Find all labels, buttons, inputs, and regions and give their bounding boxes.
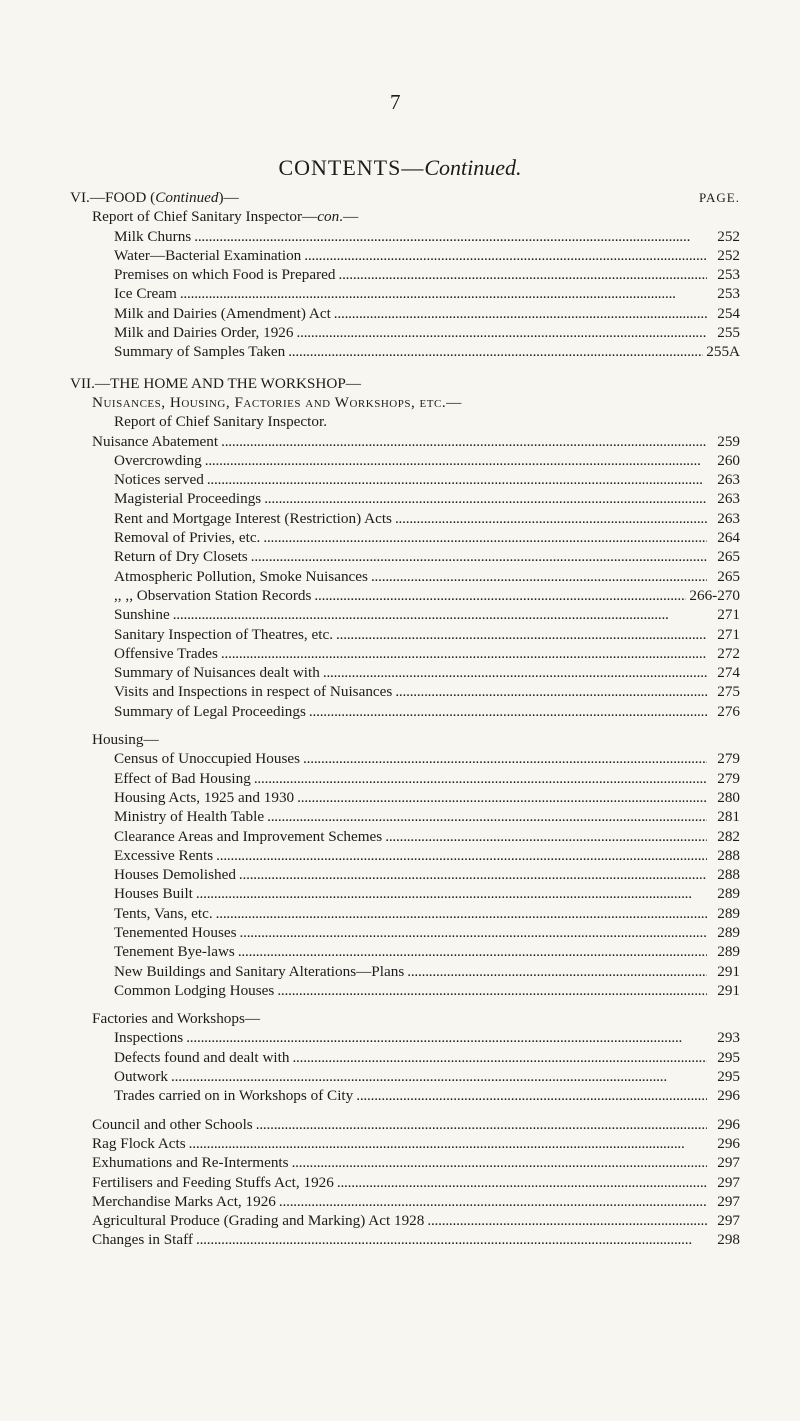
dot-leader — [297, 323, 708, 342]
entry-title: Merchandise Marks Act, 1926 — [92, 1192, 276, 1210]
toc-entry — [70, 1067, 740, 1086]
entry-page-number: 254 — [717, 304, 740, 322]
dot-leader — [264, 489, 707, 508]
entry-page-number: 291 — [717, 981, 740, 999]
dot-leader — [356, 1086, 707, 1105]
section-vii-title: VII.—THE HOME AND THE WORKSHOP— — [70, 374, 361, 392]
entry-title: Ice Cream — [114, 285, 177, 303]
toc-entry — [70, 846, 740, 865]
dot-leader — [292, 1048, 707, 1067]
entry-page-number: 253 — [717, 266, 740, 284]
toc-entry — [70, 625, 740, 644]
toc-entry — [70, 1134, 740, 1153]
entry-title: Milk Churns — [114, 227, 192, 245]
entry-title: Offensive Trades — [114, 644, 218, 662]
entry-title: New Buildings and Sanitary Alterations—Plans — [114, 962, 405, 980]
dot-leader — [189, 1134, 707, 1153]
entry-title: Return of Dry Closets — [114, 548, 248, 566]
dot-leader — [337, 1173, 707, 1192]
page-number: 7 — [390, 90, 401, 114]
entry-title: Tenemented Houses — [114, 923, 237, 941]
toc-entry — [92, 432, 740, 451]
dot-leader — [334, 304, 707, 323]
housing-label: Housing— — [92, 731, 159, 749]
entry-page-number: 259 — [717, 432, 740, 450]
toc-entry — [70, 304, 740, 323]
entry-title: Houses Demolished — [114, 866, 236, 884]
entry-page-number: 280 — [717, 788, 740, 806]
entry-page-number: 266-270 — [689, 586, 740, 604]
entry-page-number: 265 — [717, 548, 740, 566]
entry-page-number: 282 — [717, 827, 740, 845]
dot-leader — [239, 865, 707, 884]
entry-page-number: 291 — [717, 962, 740, 980]
dot-leader — [292, 1153, 707, 1172]
dot-leader — [277, 981, 707, 1000]
dot-leader — [407, 962, 707, 981]
toc-entry — [70, 644, 740, 663]
entry-title: Premises on which Food is Prepared — [114, 266, 336, 284]
toc-entry — [70, 323, 740, 342]
entry-title: Atmospheric Pollution, Smoke Nuisances — [114, 567, 368, 585]
entry-title: Removal of Privies, etc. — [114, 529, 261, 547]
entry-page-number: 297 — [717, 1192, 740, 1210]
page-column-label: PAGE. — [698, 190, 740, 205]
nuisance-items — [70, 451, 740, 721]
entry-title: Excessive Rents — [114, 846, 214, 864]
toc-entry — [70, 567, 740, 586]
entry-page-number: 281 — [717, 808, 740, 826]
dot-leader — [254, 769, 707, 788]
entry-title: Clearance Areas and Improvement Schemes — [114, 827, 383, 845]
dot-leader — [323, 663, 707, 682]
factories-items — [70, 1028, 740, 1105]
dot-leader — [336, 625, 707, 644]
entry-page-number: 295 — [717, 1048, 740, 1066]
factories-label: Factories and Workshops— — [92, 1010, 261, 1028]
entry-title: Sunshine — [114, 606, 170, 624]
toc-entry — [70, 1086, 740, 1105]
entry-page-number: 271 — [717, 625, 740, 643]
entry-page-number: 271 — [717, 606, 740, 624]
entry-page-number: 252 — [717, 246, 740, 264]
title-continued: Continued. — [424, 155, 522, 180]
housing-items — [70, 749, 740, 1000]
toc-entry — [70, 1192, 740, 1211]
section-vii-report-line: Report of Chief Sanitary Inspector. — [114, 413, 327, 431]
dot-leader — [221, 432, 707, 451]
toc-entry — [70, 682, 740, 701]
dot-leader — [251, 547, 707, 566]
entry-title: Ministry of Health Table — [114, 808, 265, 826]
dot-leader — [385, 827, 707, 846]
dot-leader — [194, 227, 707, 246]
entry-title: Milk and Dairies Order, 1926 — [114, 324, 294, 342]
toc-entry — [70, 807, 740, 826]
dot-leader — [186, 1028, 707, 1047]
toc-entry — [70, 342, 740, 361]
toc-entry — [70, 509, 740, 528]
dot-leader — [371, 567, 707, 586]
toc-entry — [70, 827, 740, 846]
entry-title: Tenement Bye-laws — [114, 943, 235, 961]
entry-page-number: 297 — [717, 1212, 740, 1230]
entry-page-number: 297 — [717, 1173, 740, 1191]
dot-leader — [196, 1230, 707, 1249]
toc-entry — [70, 962, 740, 981]
toc-entry — [70, 605, 740, 624]
dot-leader — [238, 942, 707, 961]
entry-title: Overcrowding — [114, 451, 202, 469]
nuisance-abatement-row — [70, 432, 740, 451]
entry-title: Visits and Inspections in respect of Nuisances — [114, 683, 393, 701]
dot-leader — [288, 342, 703, 361]
toc-entry — [70, 788, 740, 807]
dot-leader — [314, 586, 686, 605]
toc-entry — [70, 904, 740, 923]
dot-leader — [207, 470, 707, 489]
dot-leader — [196, 884, 707, 903]
entry-title: Defects found and dealt with — [114, 1048, 290, 1066]
entry-title: Nuisance Abatement — [92, 432, 219, 450]
entry-page-number: 275 — [717, 683, 740, 701]
dot-leader — [395, 682, 707, 701]
entry-title: Agricultural Produce (Grading and Marking) Act 1928 — [92, 1212, 425, 1230]
entry-title: Rag Flock Acts — [92, 1134, 186, 1152]
entry-page-number: 295 — [717, 1068, 740, 1086]
toc-entry — [70, 865, 740, 884]
dot-leader — [297, 788, 707, 807]
table-of-contents — [70, 188, 740, 1250]
entry-page-number: 293 — [717, 1029, 740, 1047]
toc-entry — [70, 470, 740, 489]
entry-title: Exhumations and Re-Interments — [92, 1154, 289, 1172]
entry-page-number: 263 — [717, 509, 740, 527]
dot-leader — [256, 1115, 707, 1134]
toc-entry — [70, 884, 740, 903]
entry-title: Summary of Legal Proceedings — [114, 702, 306, 720]
toc-entry — [70, 923, 740, 942]
entry-page-number: 289 — [717, 943, 740, 961]
toc-entry — [70, 1048, 740, 1067]
entry-page-number: 255A — [706, 343, 740, 361]
toc-entry — [70, 1173, 740, 1192]
toc-entry — [70, 451, 740, 470]
entry-page-number: 274 — [717, 664, 740, 682]
toc-entry — [70, 769, 740, 788]
entry-page-number: 263 — [717, 471, 740, 489]
entry-page-number: 289 — [717, 904, 740, 922]
entry-page-number: 289 — [717, 923, 740, 941]
entry-page-number: 279 — [717, 750, 740, 768]
entry-title: Milk and Dairies (Amendment) Act — [114, 304, 331, 322]
toc-entry — [70, 749, 740, 768]
dot-leader — [171, 1067, 707, 1086]
entry-page-number: 253 — [717, 285, 740, 303]
entry-page-number: 265 — [717, 567, 740, 585]
entry-title: Sanitary Inspection of Theatres, etc. — [114, 625, 334, 643]
dot-leader — [216, 846, 707, 865]
entry-title: Summary of Samples Taken — [114, 343, 286, 361]
entry-page-number: 255 — [717, 324, 740, 342]
dot-leader — [395, 509, 707, 528]
title-main: CONTENTS — [278, 155, 402, 180]
toc-entry — [70, 547, 740, 566]
entry-page-number: 296 — [717, 1134, 740, 1152]
section-vi-report-line: Report of Chief Sanitary Inspector—con.— — [92, 208, 359, 226]
toc-entry — [70, 489, 740, 508]
entry-title: Inspections — [114, 1029, 184, 1047]
entry-page-number: 296 — [717, 1115, 740, 1133]
entry-title: Magisterial Proceedings — [114, 490, 262, 508]
section-vi-title: VI.—FOOD (Continued)— — [70, 189, 239, 206]
entry-page-number: 260 — [717, 451, 740, 469]
dot-leader — [303, 749, 707, 768]
entry-title: Fertilisers and Feeding Stuffs Act, 1926 — [92, 1173, 334, 1191]
entry-title: Effect of Bad Housing — [114, 769, 251, 787]
dot-leader — [180, 284, 707, 303]
entry-page-number: 264 — [717, 529, 740, 547]
entry-page-number: 276 — [717, 702, 740, 720]
dot-leader — [205, 451, 707, 470]
entry-title: Houses Built — [114, 885, 193, 903]
entry-page-number: 289 — [717, 885, 740, 903]
other-items — [70, 1115, 740, 1250]
dot-leader — [279, 1192, 707, 1211]
toc-entry — [70, 284, 740, 303]
dot-leader — [221, 644, 707, 663]
section-vi-items — [70, 227, 740, 362]
entry-title: ,, ,, Observation Station Records — [114, 586, 312, 604]
entry-title: Rent and Mortgage Interest (Restriction) Acts — [114, 509, 392, 527]
toc-entry — [70, 528, 740, 547]
dot-leader — [267, 807, 707, 826]
toc-entry — [70, 702, 740, 721]
entry-title: Housing Acts, 1925 and 1930 — [114, 788, 295, 806]
toc-entry — [70, 1153, 740, 1172]
entry-title: Census of Unoccupied Houses — [114, 750, 301, 768]
entry-page-number: 263 — [717, 490, 740, 508]
toc-entry — [70, 246, 740, 265]
dot-leader — [263, 528, 707, 547]
section-vi-heading — [70, 188, 740, 207]
toc-entry — [70, 663, 740, 682]
toc-entry — [70, 1230, 740, 1249]
dot-leader — [216, 904, 707, 923]
toc-entry — [70, 981, 740, 1000]
toc-entry — [70, 265, 740, 284]
entry-page-number: 297 — [717, 1154, 740, 1172]
dot-leader — [173, 605, 707, 624]
title-dash: — — [401, 155, 425, 180]
entry-title: Common Lodging Houses — [114, 981, 275, 999]
entry-title: Summary of Nuisances dealt with — [114, 664, 320, 682]
page-title — [0, 155, 800, 181]
toc-entry — [70, 227, 740, 246]
toc-entry — [70, 1115, 740, 1134]
section-vii-subheading: Nuisances, Housing, Factories and Workshops, etc.— — [92, 393, 462, 411]
entry-page-number: 252 — [717, 227, 740, 245]
entry-title: Tents, Vans, etc. — [114, 904, 213, 922]
section-vii-heading — [70, 374, 740, 393]
entry-page-number: 279 — [717, 769, 740, 787]
entry-title: Council and other Schools — [92, 1115, 253, 1133]
dot-leader — [304, 246, 707, 265]
entry-title: Changes in Staff — [92, 1231, 193, 1249]
entry-page-number: 298 — [717, 1231, 740, 1249]
entry-title: Trades carried on in Workshops of City — [114, 1087, 354, 1105]
dot-leader — [427, 1211, 707, 1230]
toc-entry — [70, 586, 740, 605]
dot-leader — [338, 265, 707, 284]
entry-page-number: 272 — [717, 644, 740, 662]
dot-leader — [309, 702, 707, 721]
dot-leader — [240, 923, 707, 942]
entry-page-number: 296 — [717, 1087, 740, 1105]
toc-entry — [70, 942, 740, 961]
entry-page-number: 288 — [717, 846, 740, 864]
entry-title: Outwork — [114, 1068, 168, 1086]
entry-title: Notices served — [114, 471, 204, 489]
toc-entry — [70, 1211, 740, 1230]
toc-entry — [70, 1028, 740, 1047]
entry-title: Water—Bacterial Examination — [114, 246, 302, 264]
entry-page-number: 288 — [717, 866, 740, 884]
